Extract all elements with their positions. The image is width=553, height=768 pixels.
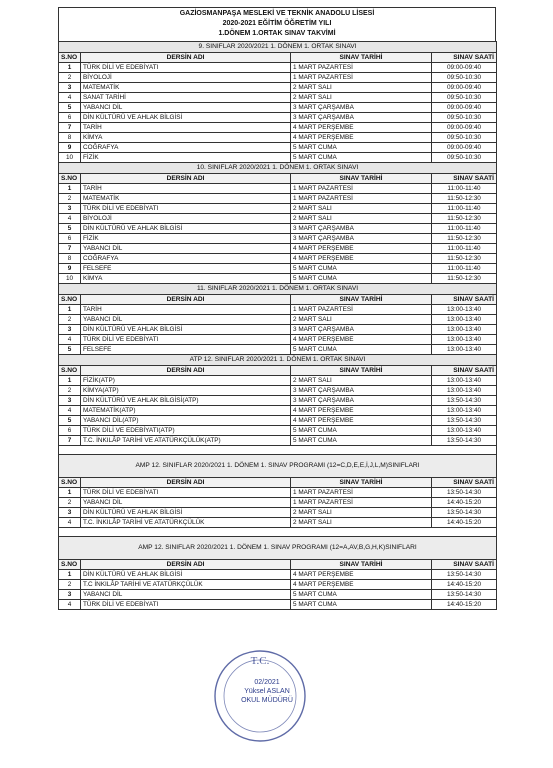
sno-header: S.NO (59, 366, 81, 376)
row-number: 3 (59, 396, 81, 406)
section-title: AMP 12. SINIFLAR 2020/2021 1. DÖNEM 1. SINAV PROGRAMI (12=C,D,E,E,İ,J,L,M)SINIFLARI (59, 455, 497, 478)
sno-header: S.NO (59, 295, 81, 305)
table-row (59, 224, 497, 234)
course-name: MATEMATİK (81, 83, 291, 93)
exam-time: 13:50-14:30 (432, 416, 497, 426)
exam-date: 5 MART CUMA (291, 153, 432, 163)
exam-time: 09:00-09:40 (432, 123, 497, 133)
sno-header: S.NO (59, 478, 81, 488)
course-name: T.C. İNKILÂP TARİHİ VE ATATÜRKÇÜLÜK(ATP) (81, 436, 291, 446)
exam-date: 4 MART PERŞEMBE (291, 244, 432, 254)
course-name: TÜRK DİLİ VE EDEBİYATI (81, 488, 291, 498)
exam-time: 09:50-10:30 (432, 153, 497, 163)
date-header: SINAV TARİHİ (291, 53, 432, 63)
table-row (59, 274, 497, 284)
column-header-row (59, 560, 497, 570)
exam-date: 3 MART ÇARŞAMBA (291, 386, 432, 396)
exam-time: 09:50-10:30 (432, 133, 497, 143)
section-title-row (59, 355, 497, 366)
course-header: DERSİN ADI (81, 53, 291, 63)
section-title: 10. SINIFLAR 2020/2021 1. DÖNEM 1. ORTAK SINAVI (59, 163, 497, 174)
table-row (59, 335, 497, 345)
course-name: KİMYA (81, 133, 291, 143)
exam-time: 09:50-10:30 (432, 73, 497, 83)
exam-time: 09:50-10:30 (432, 113, 497, 123)
section-title-row (59, 42, 497, 53)
course-header: DERSİN ADI (81, 295, 291, 305)
row-number: 3 (59, 204, 81, 214)
sno-header: S.NO (59, 53, 81, 63)
table-row (59, 325, 497, 335)
time-header: SINAV SAATİ (432, 295, 497, 305)
exam-date: 1 MART PAZARTESİ (291, 488, 432, 498)
course-name: YABANCI DİL (81, 244, 291, 254)
exam-time: 13:00-13:40 (432, 426, 497, 436)
course-name: DİN KÜLTÜRÜ VE AHLAK BİLGİSİ (81, 325, 291, 335)
course-name: BİYOLOJİ (81, 73, 291, 83)
table-row (59, 184, 497, 194)
row-number: 4 (59, 600, 81, 610)
column-header-row (59, 53, 497, 63)
exam-time: 09:50-10:30 (432, 93, 497, 103)
course-name: TARİH (81, 305, 291, 315)
row-number: 3 (59, 325, 81, 335)
row-number: 3 (59, 83, 81, 93)
course-name: DİN KÜLTÜRÜ VE AHLAK BİLGİSİ (81, 508, 291, 518)
course-name: DİN KÜLTÜRÜ VE AHLAK BİLGİSİ(ATP) (81, 396, 291, 406)
exam-time: 11:50-12:30 (432, 254, 497, 264)
table-row (59, 386, 497, 396)
document-header (58, 7, 496, 41)
date-header: SINAV TARİHİ (291, 366, 432, 376)
exam-date: 2 MART SALI (291, 376, 432, 386)
course-name: KİMYA (81, 274, 291, 284)
table-row (59, 133, 497, 143)
table-row (59, 214, 497, 224)
course-name: TARİH (81, 123, 291, 133)
course-name: TÜRK DİLİ VE EDEBİYATI (81, 63, 291, 73)
row-number: 9 (59, 264, 81, 274)
exam-time: 13:00-13:40 (432, 325, 497, 335)
exam-time: 13:50-14:30 (432, 396, 497, 406)
course-name: DİN KÜLTÜRÜ VE AHLAK BİLGİSİ (81, 570, 291, 580)
table-row (59, 153, 497, 163)
section-title-row (59, 163, 497, 174)
course-name: COĞRAFYA (81, 143, 291, 153)
row-number: 10 (59, 274, 81, 284)
table-row (59, 63, 497, 73)
exam-time: 13:50-14:30 (432, 436, 497, 446)
row-number: 2 (59, 498, 81, 508)
section-title: AMP 12. SINIFLAR 2020/2021 1. DÖNEM 1. SINAV PROGRAMI (12=A,AV,B,G,H,K)SINIFLARI (59, 537, 497, 560)
schedule-body (59, 42, 497, 610)
table-row (59, 426, 497, 436)
exam-date: 1 MART PAZARTESİ (291, 63, 432, 73)
course-name: COĞRAFYA (81, 254, 291, 264)
exam-time: 13:00-13:40 (432, 376, 497, 386)
spacer-cell (59, 528, 497, 537)
exam-time: 13:50-14:30 (432, 570, 497, 580)
exam-time: 14:40-15:20 (432, 518, 497, 528)
table-row (59, 345, 497, 355)
table-row (59, 305, 497, 315)
course-name: MATEMATİK (81, 194, 291, 204)
table-row (59, 315, 497, 325)
exam-date: 2 MART SALI (291, 518, 432, 528)
table-row (59, 234, 497, 244)
exam-date: 2 MART SALI (291, 214, 432, 224)
table-row (59, 93, 497, 103)
row-number: 7 (59, 244, 81, 254)
exam-date: 1 MART PAZARTESİ (291, 184, 432, 194)
course-name: DİN KÜLTÜRÜ VE AHLAK BİLGİSİ (81, 113, 291, 123)
row-number: 5 (59, 224, 81, 234)
row-number: 4 (59, 214, 81, 224)
exam-date: 4 MART PERŞEMBE (291, 570, 432, 580)
table-row (59, 396, 497, 406)
table-row (59, 406, 497, 416)
course-name: TÜRK DİLİ VE EDEBİYATI (81, 600, 291, 610)
table-row (59, 416, 497, 426)
seal-ring-text: T.C. (250, 655, 270, 667)
table-row (59, 518, 497, 528)
table-row (59, 103, 497, 113)
section-title-row (59, 537, 497, 560)
exam-time: 11:00-11:40 (432, 264, 497, 274)
course-name: BİYOLOJİ (81, 214, 291, 224)
column-header-row (59, 295, 497, 305)
table-row (59, 254, 497, 264)
exam-time: 11:00-11:40 (432, 184, 497, 194)
course-name: FELSEFE (81, 345, 291, 355)
row-number: 4 (59, 335, 81, 345)
row-number: 1 (59, 376, 81, 386)
exam-date: 4 MART PERŞEMBE (291, 580, 432, 590)
course-header: DERSİN ADI (81, 478, 291, 488)
academic-year: 2020-2021 EĞİTİM ÖĞRETİM YILI (222, 20, 332, 27)
exam-date: 2 MART SALI (291, 93, 432, 103)
exam-date: 5 MART CUMA (291, 264, 432, 274)
row-number: 1 (59, 570, 81, 580)
sno-header: S.NO (59, 174, 81, 184)
course-name: TÜRK DİLİ VE EDEBİYATI (81, 335, 291, 345)
exam-date: 1 MART PAZARTESİ (291, 305, 432, 315)
row-number: 6 (59, 113, 81, 123)
exam-date: 2 MART SALI (291, 83, 432, 93)
row-number: 7 (59, 436, 81, 446)
course-name: T.C. İNKILÂP TARİHİ VE ATATÜRKÇÜLÜK (81, 518, 291, 528)
course-name: FİZİK (81, 234, 291, 244)
section-spacer (59, 446, 497, 455)
course-name: TÜRK DİLİ VE EDEBİYATI(ATP) (81, 426, 291, 436)
course-name: FİZİK (81, 153, 291, 163)
course-name: YABANCI DİL (81, 103, 291, 113)
table-row (59, 436, 497, 446)
date-header: SINAV TARİHİ (291, 560, 432, 570)
exam-date: 1 MART PAZARTESİ (291, 194, 432, 204)
row-number: 9 (59, 143, 81, 153)
course-name: YABANCI DİL (81, 498, 291, 508)
spacer-cell (59, 446, 497, 455)
exam-time: 11:50-12:30 (432, 234, 497, 244)
exam-time: 11:50-12:30 (432, 214, 497, 224)
exam-date: 5 MART CUMA (291, 590, 432, 600)
table-row (59, 113, 497, 123)
row-number: 5 (59, 416, 81, 426)
row-number: 2 (59, 580, 81, 590)
row-number: 1 (59, 305, 81, 315)
exam-time: 13:50-14:30 (432, 508, 497, 518)
school-name: GAZİOSMANPAŞA MESLEKİ VE TEKNİK ANADOLU LİSESİ (179, 10, 375, 17)
column-header-row (59, 174, 497, 184)
course-name: FİZİK(ATP) (81, 376, 291, 386)
exam-time: 11:00-11:40 (432, 204, 497, 214)
exam-date: 3 MART ÇARŞAMBA (291, 325, 432, 335)
course-name: YABANCI DİL (81, 590, 291, 600)
exam-date: 4 MART PERŞEMBE (291, 123, 432, 133)
column-header-row (59, 366, 497, 376)
exam-time: 13:00-13:40 (432, 406, 497, 416)
principal-role: OKUL MÜDÜRÜ (241, 697, 293, 704)
column-header-row (59, 478, 497, 488)
course-header: DERSİN ADI (81, 174, 291, 184)
row-number: 4 (59, 518, 81, 528)
exam-date: 1 MART PAZARTESİ (291, 498, 432, 508)
section-title: 9. SINIFLAR 2020/2021 1. DÖNEM 1. ORTAK SINAVI (59, 42, 497, 53)
time-header: SINAV SAATİ (432, 366, 497, 376)
row-number: 3 (59, 590, 81, 600)
exam-date: 4 MART PERŞEMBE (291, 133, 432, 143)
exam-time: 13:50-14:30 (432, 488, 497, 498)
table-row (59, 123, 497, 133)
section-title: ATP 12. SINIFLAR 2020/2021 1. DÖNEM 1. ORTAK SINAVI (59, 355, 497, 366)
exam-time: 13:00-13:40 (432, 315, 497, 325)
date-header: SINAV TARİHİ (291, 478, 432, 488)
row-number: 2 (59, 315, 81, 325)
exam-date: 5 MART CUMA (291, 274, 432, 284)
row-number: 1 (59, 488, 81, 498)
exam-time: 11:00-11:40 (432, 224, 497, 234)
row-number: 2 (59, 73, 81, 83)
exam-date: 5 MART CUMA (291, 426, 432, 436)
course-name: SANAT TARİHİ (81, 93, 291, 103)
exam-date: 4 MART PERŞEMBE (291, 406, 432, 416)
exam-date: 3 MART ÇARŞAMBA (291, 113, 432, 123)
exam-time: 11:00-11:40 (432, 244, 497, 254)
row-number: 4 (59, 406, 81, 416)
exam-time: 09:00-09:40 (432, 83, 497, 93)
exam-time: 09:00-09:40 (432, 63, 497, 73)
table-row (59, 204, 497, 214)
course-name: KİMYA(ATP) (81, 386, 291, 396)
exam-time: 13:00-13:40 (432, 305, 497, 315)
course-name: YABANCI DİL(ATP) (81, 416, 291, 426)
exam-time: 13:00-13:40 (432, 386, 497, 396)
table-row (59, 194, 497, 204)
table-row (59, 73, 497, 83)
exam-time: 14:40-15:20 (432, 498, 497, 508)
principal-name: Yüksel ASLAN (244, 688, 290, 695)
row-number: 6 (59, 426, 81, 436)
exam-time: 14:40-15:20 (432, 600, 497, 610)
course-name: FELSEFE (81, 264, 291, 274)
exam-date: 5 MART CUMA (291, 345, 432, 355)
exam-time: 13:00-13:40 (432, 335, 497, 345)
course-header: DERSİN ADI (81, 560, 291, 570)
exam-date: 4 MART PERŞEMBE (291, 254, 432, 264)
row-number: 4 (59, 93, 81, 103)
sno-header: S.NO (59, 560, 81, 570)
row-number: 5 (59, 345, 81, 355)
time-header: SINAV SAATİ (432, 174, 497, 184)
section-title-row (59, 455, 497, 478)
time-header: SINAV SAATİ (432, 478, 497, 488)
exam-date: 5 MART CUMA (291, 600, 432, 610)
exam-time: 09:00-09:40 (432, 143, 497, 153)
section-title: 11. SINIFLAR 2020/2021 1. DÖNEM 1. ORTAK SINAVI (59, 284, 497, 295)
section-spacer (59, 528, 497, 537)
exam-date: 3 MART ÇARŞAMBA (291, 396, 432, 406)
course-name: DİN KÜLTÜRÜ VE AHLAK BİLGİSİ (81, 224, 291, 234)
table-row (59, 244, 497, 254)
exam-date: 3 MART ÇARŞAMBA (291, 224, 432, 234)
course-name: T.C İNKILÂP TARİHİ VE ATATÜRKÇÜLÜK (81, 580, 291, 590)
course-header: DERSİN ADI (81, 366, 291, 376)
row-number: 6 (59, 234, 81, 244)
exam-time: 13:00-13:40 (432, 345, 497, 355)
table-row (59, 143, 497, 153)
time-header: SINAV SAATİ (432, 560, 497, 570)
time-header: SINAV SAATİ (432, 53, 497, 63)
table-row (59, 590, 497, 600)
table-row (59, 498, 497, 508)
row-number: 8 (59, 133, 81, 143)
table-row (59, 600, 497, 610)
exam-date: 5 MART CUMA (291, 436, 432, 446)
table-row (59, 570, 497, 580)
exam-date: 1 MART PAZARTESİ (291, 73, 432, 83)
row-number: 2 (59, 194, 81, 204)
row-number: 3 (59, 508, 81, 518)
row-number: 8 (59, 254, 81, 264)
principal-signature (232, 678, 302, 705)
section-title-row (59, 284, 497, 295)
exam-time: 09:00-09:40 (432, 103, 497, 113)
exam-date: 4 MART PERŞEMBE (291, 416, 432, 426)
table-row (59, 488, 497, 498)
row-number: 10 (59, 153, 81, 163)
course-name: YABANCI DİL (81, 315, 291, 325)
exam-date: 2 MART SALI (291, 204, 432, 214)
exam-time: 14:40-15:20 (432, 580, 497, 590)
exam-date: 2 MART SALI (291, 315, 432, 325)
row-number: 1 (59, 184, 81, 194)
table-row (59, 83, 497, 93)
course-name: TÜRK DİLİ VE EDEBİYATI (81, 204, 291, 214)
exam-time: 11:50-12:30 (432, 274, 497, 284)
table-row (59, 376, 497, 386)
exam-time: 13:50-14:30 (432, 590, 497, 600)
row-number: 7 (59, 123, 81, 133)
exam-date: 2 MART SALI (291, 508, 432, 518)
exam-date: 3 MART ÇARŞAMBA (291, 234, 432, 244)
table-row (59, 508, 497, 518)
table-row (59, 580, 497, 590)
row-number: 1 (59, 63, 81, 73)
course-name: TARİH (81, 184, 291, 194)
exam-date: 4 MART PERŞEMBE (291, 335, 432, 345)
course-name: MATEMATİK(ATP) (81, 406, 291, 416)
row-number: 2 (59, 386, 81, 396)
exam-time: 11:50-12:30 (432, 194, 497, 204)
exam-date: 3 MART ÇARŞAMBA (291, 103, 432, 113)
schedule-table (58, 41, 497, 610)
date-header: SINAV TARİHİ (291, 174, 432, 184)
exam-date: 5 MART CUMA (291, 143, 432, 153)
row-number: 5 (59, 103, 81, 113)
signature-date: 02/2021 (254, 679, 280, 686)
table-row (59, 264, 497, 274)
exam-schedule-sheet (58, 7, 496, 610)
schedule-title: 1.DÖNEM 1.ORTAK SINAV TAKVİMİ (218, 30, 336, 37)
date-header: SINAV TARİHİ (291, 295, 432, 305)
